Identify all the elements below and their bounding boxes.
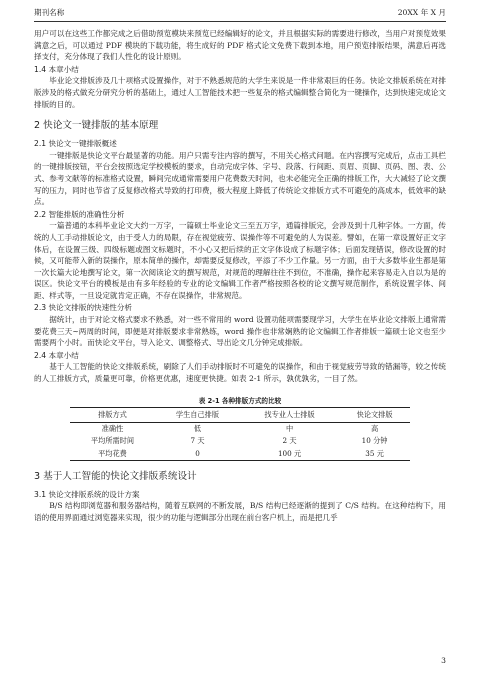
table-header-cell: 学生自己排版	[155, 407, 240, 422]
table-cell: 准确性	[101, 423, 124, 433]
paragraph-1-4: 毕业论文排版涉及几十项格式设置操作，对于不熟悉规范的大学生来说是一件非常艰巨的任务。快论文排版系统在对排版涉及的格式做充分研究分析的基础上，通过人工智能技术把一些复杂的格式编辑整合简化为一键操作，达到快速完成论文排版的目的。	[34, 76, 446, 109]
table-row	[70, 422, 410, 435]
table-header-cell: 快论文排版	[339, 407, 410, 422]
table-cell: 中	[285, 423, 294, 433]
issue-date: 20XX 年 X 月	[397, 8, 446, 17]
table-cell: 2 天	[282, 436, 297, 446]
table-cell: 低	[193, 423, 202, 433]
intro-paragraph: 用户可以在这些工作都完成之后借助预览模块来预览已经编辑好的论文，并且根据实际的需要进行修改，当用户对预览效果满意之后，可以通过 PDF 模块的下载功能，将生成好的 PDF 格式论文免费下载到本地，用户预览排版结果，满意后再选择支付，充分体现了我们人性化的设计原则。	[34, 29, 446, 62]
table-row	[70, 447, 410, 460]
table-caption: 表 2-1 各种排版方式的比较	[198, 396, 282, 405]
table-cell: 平均所需时间	[90, 436, 135, 446]
paragraph-2-1: 一键排版是快论文平台最显著的功能。用户只需专注内容的撰写，不用关心格式问题。在内容撰写完成后，点击工具栏的一键排版按钮，平台会按照选定学校模板的要求，自动完成字体、字号、段落、行间距、页眉、页脚、页码、图、表、公式、参考文献等的标准格式设置，瞬间完成通常需要用户花费数天时间，也未必能完全正确的排版工作，大大减轻了论文撰写的压力，同时也节省了反复修改格式导致的打印费，极大程度上降低了传统论文排版方式不可避免的高成本，低效率的缺点。	[34, 150, 446, 207]
table-cell: 10 分钟	[361, 436, 388, 446]
table-cell: 高	[370, 423, 379, 433]
journal-name: 期刊名称	[34, 8, 65, 17]
heading-3: 3 基于人工智能的快论文排版系统设计	[34, 470, 197, 482]
table-cell: 平均花费	[70, 447, 155, 460]
heading-2-2: 2.2 智能排版的准确性分析	[34, 209, 125, 219]
paragraph-3-1: B/S 结构即浏览器和服务器结构，随着互联网的不断发展，B/S 结构已经逐渐的提到了 C/S 结构。在这种结构下，用语的使用界面通过浏览器来实现，很少的功能与逻辑部分出现在前台客户机上，而是把几乎	[34, 501, 446, 522]
heading-3-1: 3.1 快论文排版系统的设计方案	[34, 489, 140, 499]
table-header-cell: 排版方式	[70, 407, 155, 422]
paragraph-2-3: 据统计，由于对论文格式要求不熟悉，对一些不常用的 word 设置功能项需要现学习，大学生在毕业论文排版上通常需要花费三天~两周的时间，即便是对排版要求非常熟练，word 操作也非常娴熟的论文编辑工作者排版一篇硕士论文也至少需要两个小时。而快论文平台，导入论文、调整格式、导出论文几分钟完成排版。	[34, 315, 446, 348]
table-row	[70, 435, 410, 447]
paragraph-2-4: 基于人工智能的快论文排版系统，刷除了人们手动排版时不可避免的误操作，和由于视觉疲劳导致的错漏等，较之传统的人工排版方式，质量更可靠，价格更优惠，速度更快捷。如表 2-1 所示，孰优孰劣，一目了然。	[34, 362, 446, 384]
heading-2-1: 2.1 快论文一键排版概述	[34, 139, 117, 149]
table-cell: 0	[155, 447, 240, 460]
paragraph-2-2: 一篇普通的本科毕业论文大约一万字，一篇硕士毕业论文三至五万字，通篇排版完，会涉及到十几种字体。一方面，传统的人工手动排版论文，由于受人力的局限，存在视觉疲劳、误操作等不可避免的人为误差。譬如，在第一章设置好正文字体后，在设置三级、四级标题或图文标题时，不小心又把后续的正文字体设成了标题字体；后面发现错误，修改设置的时候，又可能带入新的误操作，原本简单的操作，却需要反复修改，平添了不少工作量。另一方面，由于大多数毕业生都是第一次长篇大论地撰写论文，第一次阅读论文的撰写规范，对规范的理解往往不到位，不准确，操作起来容易走入自以为是的误区。快论文平台的模板是由有多年经验的专业的论文编辑工作者严格按照各校的论文撰写规范制作，系统设置字体、间距、样式等，一旦设定就肯定正确，不存在误操作，非常规范。	[34, 221, 446, 300]
heading-2: 2 快论文一键排版的基本原理	[34, 120, 159, 132]
page-number: 3	[441, 656, 446, 665]
table-cell: 7 天	[190, 436, 205, 446]
table-header-cell: 找专业人士排版	[240, 407, 339, 422]
heading-2-3: 2.3 快论文排版的快速性分析	[34, 303, 133, 313]
running-header	[34, 7, 446, 22]
table-cell: 100 元	[240, 447, 339, 460]
body-content	[34, 28, 446, 524]
heading-2-4: 2.4 本章小结	[34, 350, 79, 360]
heading-1-4: 1.4 本章小结	[34, 64, 79, 74]
table-header-row	[70, 407, 410, 422]
table-cell: 35 元	[339, 447, 410, 460]
comparison-table	[70, 407, 410, 461]
